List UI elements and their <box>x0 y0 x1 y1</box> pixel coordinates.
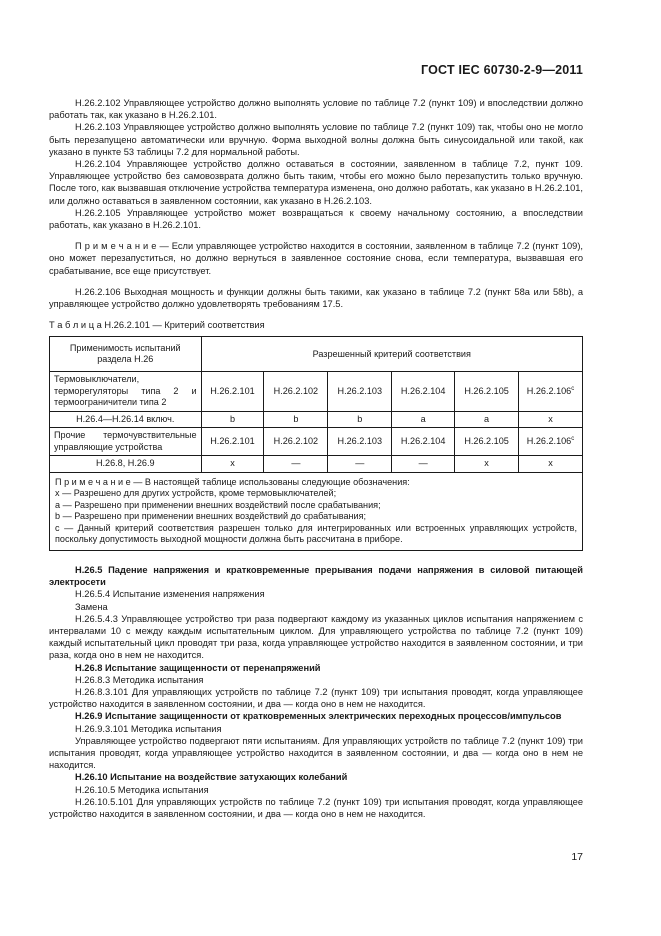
table-cell: x <box>519 456 583 473</box>
paragraph-h26-2-105: H.26.2.105 Управляющее устройство может возвращаться к своему начальному состоянию, а впоследствии работать, как указано в H.26.2.101. <box>49 207 583 231</box>
table-cell: b <box>201 411 264 428</box>
paragraph-h26-2-106: H.26.2.106 Выходная мощность и функции должны быть такими, как указано в таблице 7.2 (пункт 58а или 58b), а управляющее устройство должно удовлетворять требованиям 17.5. <box>49 286 583 310</box>
page-content <box>49 97 583 820</box>
paragraph-h26-10-5-101: H.26.10.5.101 Для управляющих устройств по таблице 7.2 (пункт 109) три испытания проводят, когда управляющее устройство находится в заявленном состоянии, и два — когда оно в нем не находится. <box>49 796 583 820</box>
table-cell: — <box>264 456 328 473</box>
table-cell: H.26.2.104 <box>392 428 455 456</box>
subsection-h26-10-5: H.26.10.5 Методика испытания <box>75 784 209 795</box>
cell-text: H.26.2.106 <box>526 385 572 396</box>
row-label: Прочие термочувствительные управляющие устройства <box>50 428 202 456</box>
header-criteria: Разрешенный критерий соответствия <box>201 337 582 372</box>
paragraph-h26-2-103: H.26.2.103 Управляющее устройство должно выполнять условие по таблице 7.2 (пункт 109) так, чтобы оно не могло быть перезапущено автоматически или вручную. Форма выходной волны должна быть синусоидальной или такой, как указано в пункте 53 таблицы 7.2 для нормальной работы. <box>49 122 583 157</box>
table-cell: b <box>264 411 328 428</box>
paragraph-h26-2-102: H.26.2.102 Управляющее устройство должно выполнять условие по таблице 7.2 (пункт 109) и впоследствии должно работать так, как указано в H.26.2.101. <box>49 98 583 121</box>
row-label: H.26.4—H.26.14 включ. <box>50 411 202 428</box>
table-note <box>50 472 583 550</box>
table-caption <box>49 319 583 331</box>
table-cell: a <box>455 411 519 428</box>
note-paragraph <box>49 240 583 277</box>
table-cell: a <box>392 411 455 428</box>
section-heading-h26-8: H.26.8 Испытание защищенности от перенапряжений <box>75 662 321 673</box>
table-cell: H.26.2.105 <box>455 428 519 456</box>
table-cell <box>519 372 583 412</box>
table-note-line: x — Разрешено для других устройств, кроме термовыключателей; <box>55 488 337 499</box>
footnote-marker: c <box>571 385 575 392</box>
table-cell: H.26.2.101 <box>201 428 264 456</box>
section-heading-h26-9: H.26.9 Испытание защищенности от кратковременных электрических переходных процессов/импульсов <box>75 711 562 722</box>
standard-header: ГОСТ IEC 60730-2-9—2011 <box>421 63 583 77</box>
paragraph-h26-9: Управляющее устройство подвергают пяти испытаниям. Для управляющих устройств по таблице 7.2 (пункт 109) три испытания проводят, когда управляющее устройство находится в заявленном состоянии, и два — когда оно в нем не находится. <box>49 735 583 771</box>
table-row <box>50 456 583 473</box>
table-row <box>50 411 583 428</box>
table-caption-label: Т а б л и ц а <box>49 320 102 331</box>
table-note-line: b — Разрешено при применении внешних воздействий до срабатывания; <box>55 511 367 522</box>
replacement-label: Замена <box>75 601 108 612</box>
table-note-label: П р и м е ч а н и е <box>55 476 131 487</box>
table-cell: H.26.2.102 <box>264 428 328 456</box>
subsection-h26-5-4: H.26.5.4 Испытание изменения напряжения <box>75 589 265 600</box>
row-label: H.26.8, H.26.9 <box>50 456 202 473</box>
header-applicability: Применимость испытаний раздела H.26 <box>50 337 202 372</box>
table-cell: H.26.2.103 <box>328 428 392 456</box>
table-note-intro-text: — В настоящей таблице использованы следующие обозначения: <box>130 476 410 487</box>
note-text: — Если управляющее устройство находится в состоянии, заявленном в таблице 7.2 (пункт 109), оно может перезапуститься, но должно вернуться в заявленное состояние снова, если температура, вызвавшая его срабатывание, все еще присутствует. <box>49 241 583 276</box>
table-cell <box>519 428 583 456</box>
paragraph-h26-2-104: H.26.2.104 Управляющее устройство должно оставаться в состоянии, заявленном в таблице 7.2, пункт 109. Управляющее устройство без самовозврата должно быть таким, чтобы его можно было перезапустить только вручную. После того, как вызвавшая отключение устройства температура изменена, оно должно работать, как указано в H.26.2.101, или должно оставаться в заявленном состоянии, как указано в H.26.2.103. <box>49 159 583 206</box>
paragraph-h26-5-4-3: H.26.5.4.3 Управляющее устройство три раза подвергают каждому из указанных циклов испытания напряжением с интервалами 10 с между каждым испытательным циклом. Для управляющего устройства по таблице 7.2 (пункт 109) каждый испытательный цикл проводят три раза, когда управляющее устройство находится в заявленном состоянии, и три раза, когда оно в нем не находится. <box>49 613 583 661</box>
row-label: Термовыключатели, терморегуляторы типа 2 и термоограничители типа 2 <box>50 372 202 412</box>
table-cell: H.26.2.104 <box>392 372 455 412</box>
table-cell: — <box>392 456 455 473</box>
footnote-marker: c <box>571 436 575 443</box>
table-cell: H.26.2.105 <box>455 372 519 412</box>
table-row <box>50 428 583 456</box>
table-note-line: c — Данный критерий соответствия разрешен только для интегрированных или встроенных управляющих устройств, поскольку допустимость выходной мощности должна быть рассчитана в приборе. <box>55 522 577 545</box>
table-note-intro <box>55 477 577 489</box>
note-label: П р и м е ч а н и е <box>75 241 157 252</box>
table-note-line: a — Разрешено при применении внешних воздействий после срабатывания; <box>55 499 381 510</box>
table-row <box>50 372 583 412</box>
subsection-h26-9-3-101: H.26.9.3.101 Методика испытания <box>75 723 222 734</box>
table-cell: x <box>201 456 264 473</box>
section-heading-h26-5: H.26.5 Падение напряжения и кратковременные прерывания подачи напряжения в силовой питающей электросети <box>49 564 583 588</box>
paragraph-h26-8-3-101: H.26.8.3.101 Для управляющих устройств по таблице 7.2 (пункт 109) три испытания проводят, когда управляющее устройство находится в заявленном состоянии, и два — когда оно в нем не находится. <box>49 686 583 710</box>
table-cell: x <box>519 411 583 428</box>
table-header-row <box>50 337 583 372</box>
table-cell: H.26.2.102 <box>264 372 328 412</box>
page-number: 17 <box>571 851 583 863</box>
cell-text: H.26.2.106 <box>526 436 572 447</box>
table-note-row <box>50 472 583 550</box>
table-cell: x <box>455 456 519 473</box>
table-cell: H.26.2.101 <box>201 372 264 412</box>
table-caption-text: H.26.2.101 — Критерий соответствия <box>101 320 265 331</box>
section-heading-h26-10: H.26.10 Испытание на воздействие затухающих колебаний <box>75 772 348 783</box>
subsection-h26-8-3: H.26.8.3 Методика испытания <box>75 674 204 685</box>
table-cell: — <box>328 456 392 473</box>
compliance-criteria-table <box>49 336 583 551</box>
table-cell: H.26.2.103 <box>328 372 392 412</box>
table-cell: b <box>328 411 392 428</box>
